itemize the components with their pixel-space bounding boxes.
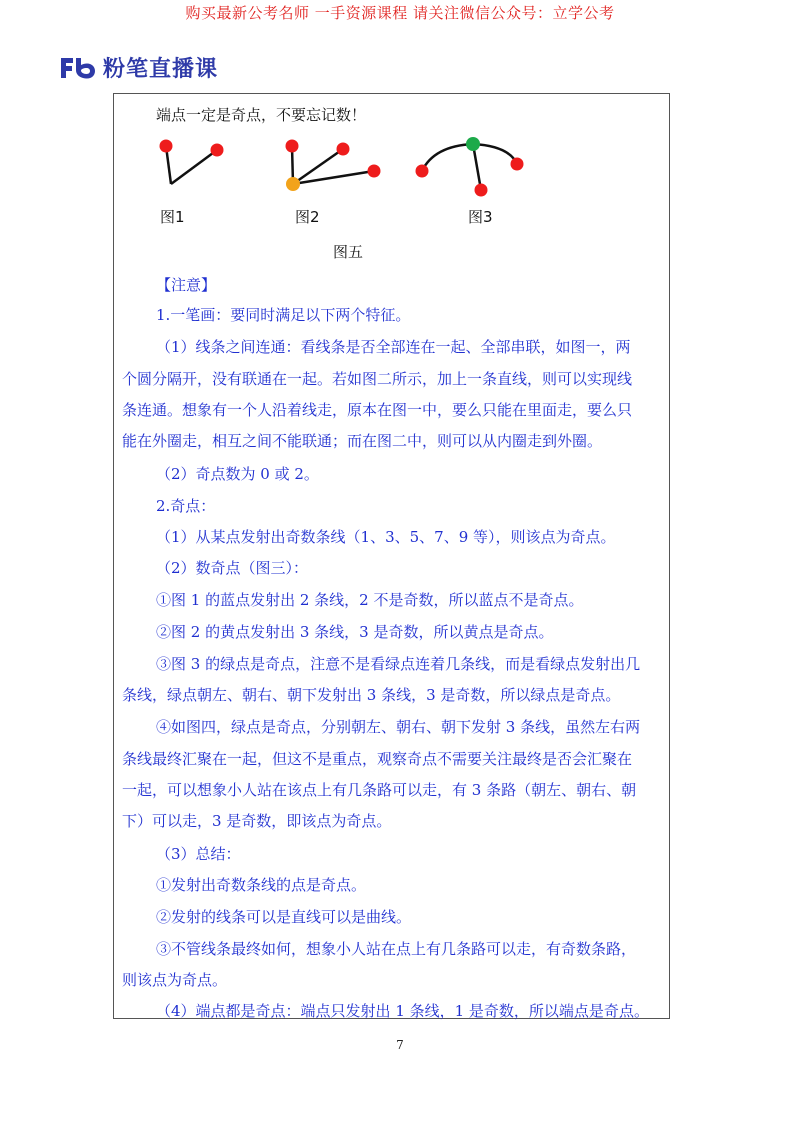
body-line: 条线，绿点朝左、朝右、朝下发射出 3 条线，3 是奇数，所以绿点是奇点。	[122, 686, 621, 704]
fig-label-1: 图1	[160, 208, 185, 226]
body-line: ①发射出奇数条线的点是奇点。	[156, 876, 367, 894]
body-line: ①图 1 的蓝点发射出 2 条线，2 不是奇数，所以蓝点不是奇点。	[156, 591, 584, 609]
content-frame	[113, 93, 670, 1019]
body-line: ②发射的线条可以是直线可以是曲线。	[156, 908, 412, 926]
endpoint-dot	[286, 140, 299, 153]
intro-text: 端点一定是奇点，不要忘记数！	[156, 106, 367, 124]
note-title: 【注意】	[156, 276, 217, 294]
body-line: 个圆分隔开，没有联通在一起。若如图二所示，加上一条直线，则可以实现线	[122, 370, 633, 388]
yellow-odd-point	[286, 177, 300, 191]
body-line: 1.一笔画：要同时满足以下两个特征。	[156, 306, 411, 324]
body-line: （2）奇点数为 0 或 2。	[156, 465, 319, 483]
fig-label-2: 图2	[295, 208, 320, 226]
figure-caption: 图五	[333, 243, 364, 261]
body-line: 2.奇点：	[156, 497, 216, 515]
endpoint-dot	[475, 184, 488, 197]
endpoint-dot	[160, 140, 173, 153]
body-line: （4）端点都是奇点：端点只发射出 1 条线，1 是奇数，所以端点是奇点。	[156, 1002, 649, 1020]
body-line: ②图 2 的黄点发射出 3 条线，3 是奇数，所以黄点是奇点。	[156, 623, 554, 641]
figure-3	[416, 137, 524, 197]
figure-2	[286, 140, 381, 192]
body-line: 则该点为奇点。	[122, 971, 228, 989]
figure-five	[114, 94, 669, 244]
body-line: ④如图四，绿点是奇点，分别朝左、朝右、朝下发射 3 条线，虽然左右两	[156, 718, 641, 736]
body-line: （1）从某点发射出奇数条线（1、3、5、7、9 等），则该点为奇点。	[156, 528, 616, 546]
body-line: ③图 3 的绿点是奇点，注意不是看绿点连着几条线，而是看绿点发射出几	[156, 655, 641, 673]
endpoint-dot	[368, 165, 381, 178]
body-line: 一起，可以想象小人站在该点上有几条路可以走，有 3 条路（朝左、朝右、朝	[122, 781, 637, 799]
figure-1	[160, 140, 224, 185]
body-line: 能在外圈走，相互之间不能联通；而在图二中，则可以从内圈走到外圈。	[122, 432, 603, 450]
body-line: 条连通。想象有一个人沿着线走，原本在图一中，要么只能在里面走，要么只	[122, 401, 633, 419]
body-line: 条线最终汇聚在一起，但这不是重点，观察奇点不需要关注最终是否会汇聚在	[122, 750, 633, 768]
body-line: （2）数奇点（图三）：	[156, 559, 309, 577]
body-line: 下）可以走，3 是奇数，即该点为奇点。	[122, 812, 392, 830]
page-number: 7	[396, 1038, 404, 1052]
top-banner: 购买最新公考名师 一手资源课程 请关注微信公众号：立学公考	[185, 4, 615, 22]
endpoint-dot	[337, 143, 350, 156]
fenbi-logo-icon	[57, 54, 97, 82]
body-line: （3）总结：	[156, 845, 241, 863]
green-odd-point	[466, 137, 480, 151]
endpoint-dot	[511, 158, 524, 171]
brand-header	[57, 52, 218, 83]
body-line: （1）线条之间连通：看线条是否全部连在一起、全部串联，如图一，两	[156, 338, 631, 356]
endpoint-dot	[416, 165, 429, 178]
brand-name: 粉笔直播课	[103, 57, 219, 82]
body-line: ③不管线条最终如何，想象小人站在点上有几条路可以走，有奇数条路，	[156, 940, 637, 958]
endpoint-dot	[211, 144, 224, 157]
fig-label-3: 图3	[468, 208, 493, 226]
